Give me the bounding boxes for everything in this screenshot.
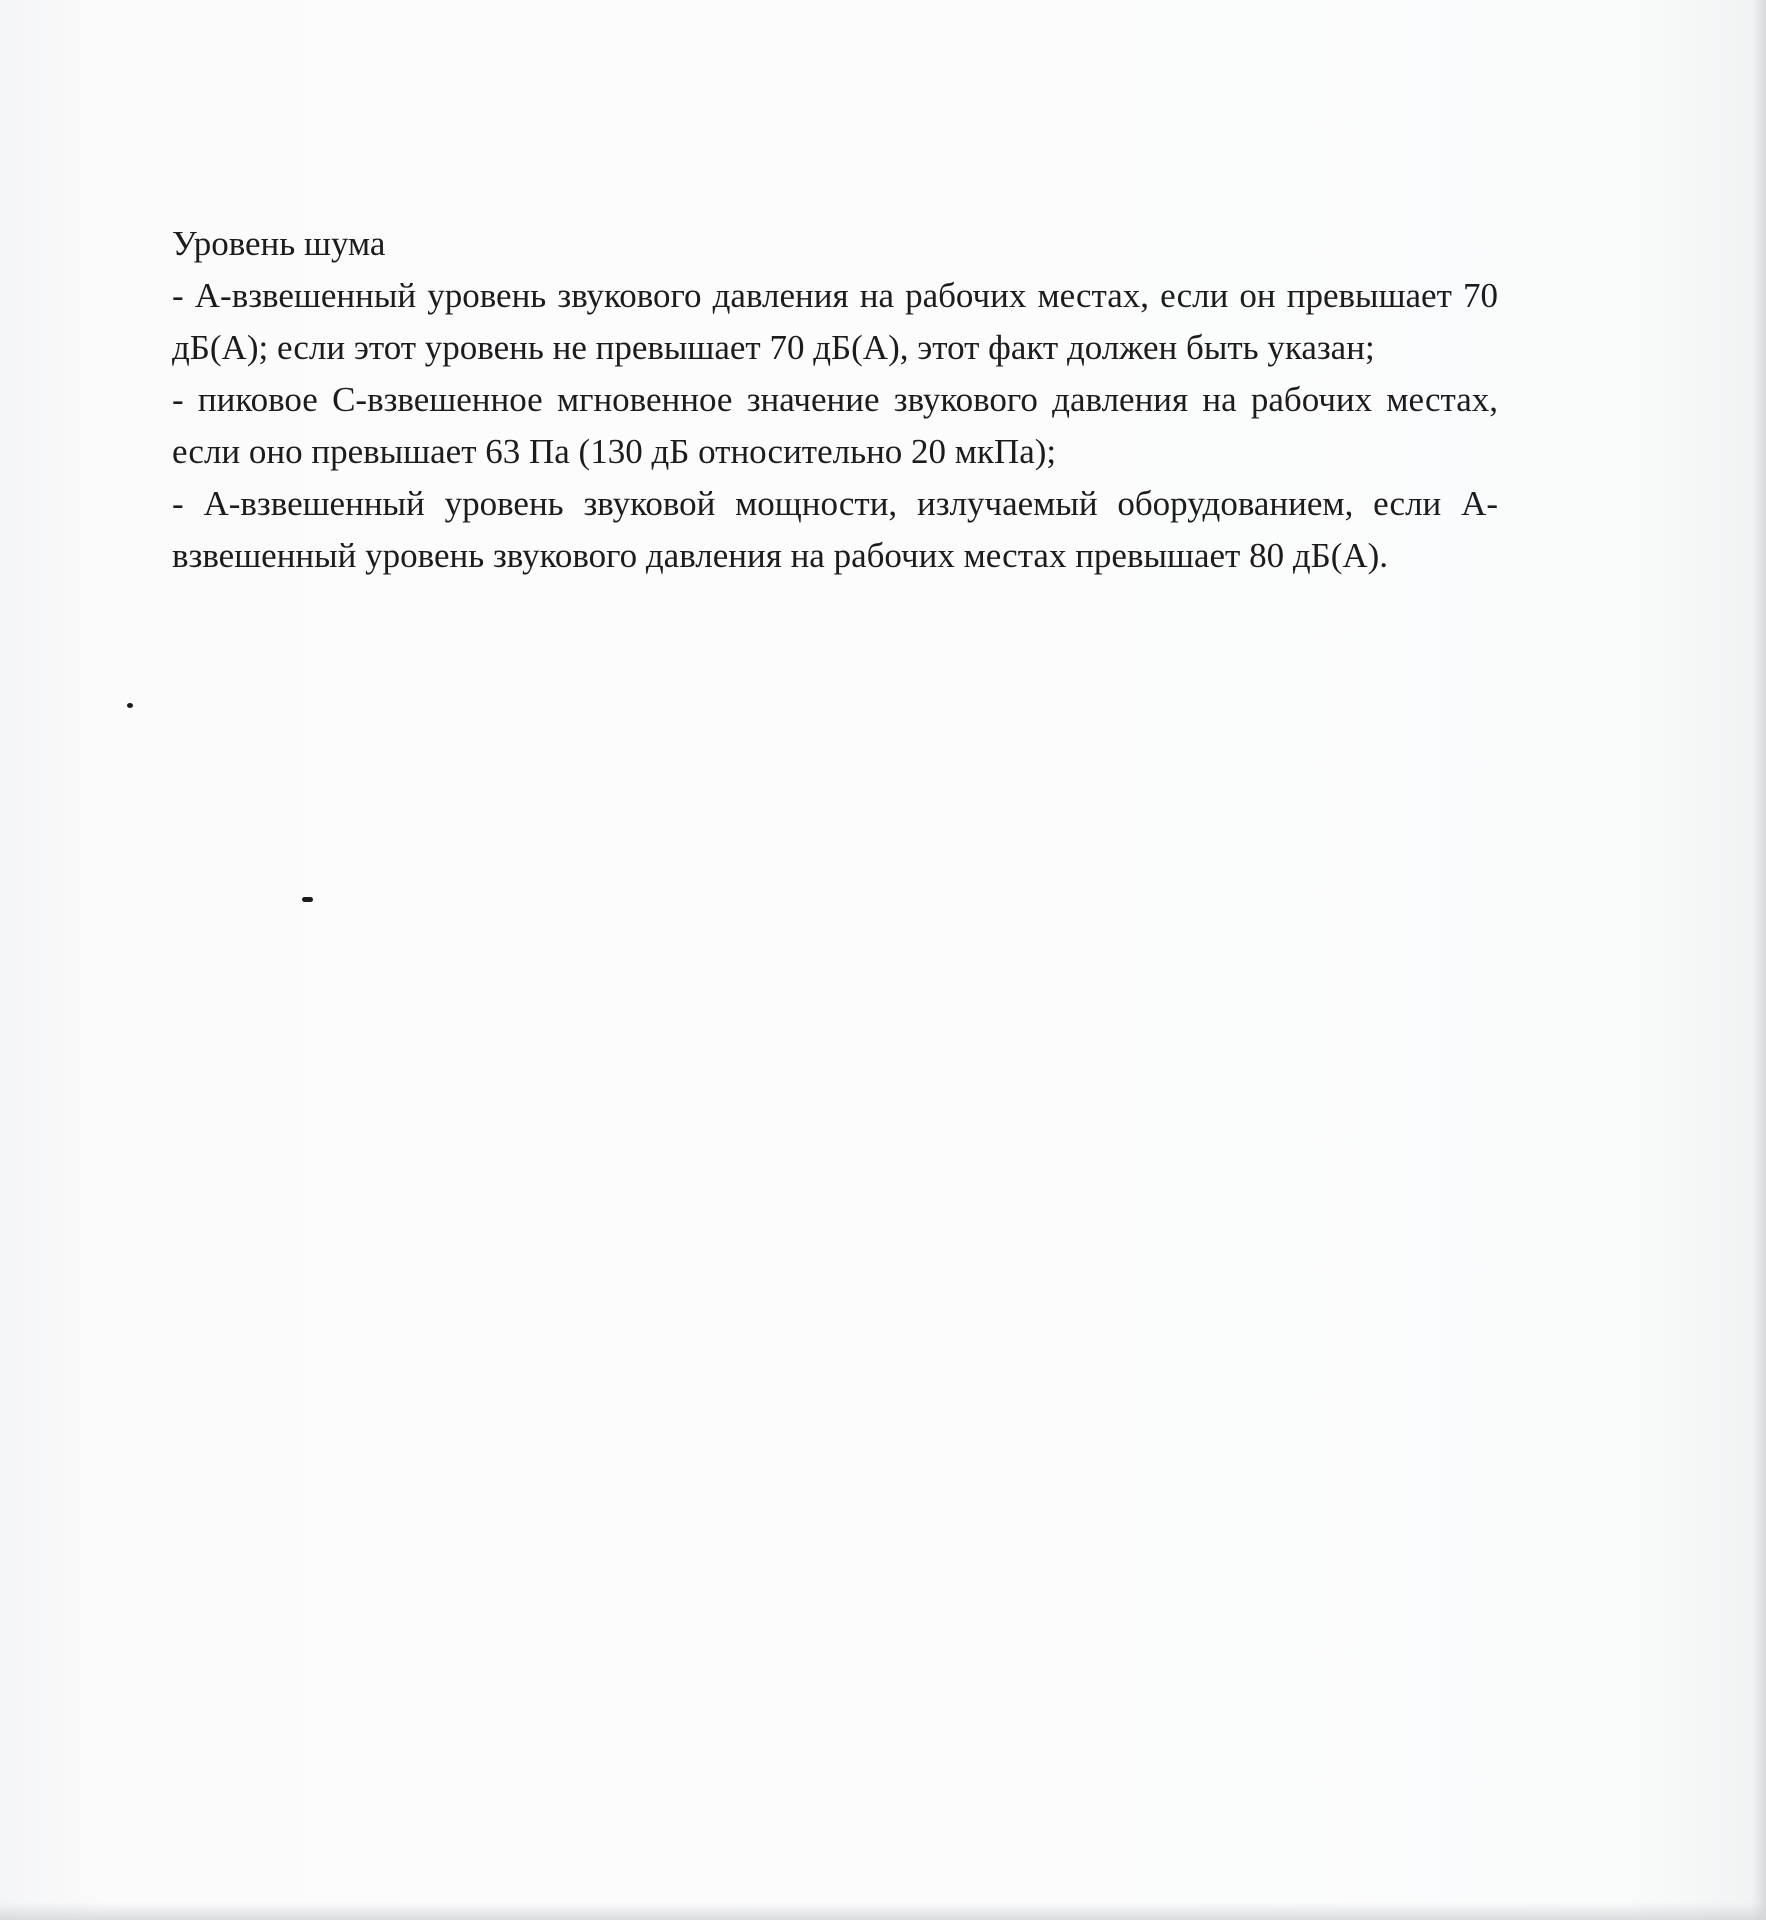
ink-speck bbox=[302, 897, 313, 902]
page-edge-shadow bbox=[1752, 0, 1766, 1920]
ink-speck bbox=[127, 703, 133, 708]
section-heading: Уровень шума bbox=[172, 224, 386, 263]
list-item: - А-взвешенный уровень звуковой мощности, излучаемый оборудованием, если А-взвешенный уровень звукового давления на рабочих местах превышает 80 дБ(А). bbox=[172, 484, 1498, 575]
page-edge-shadow bbox=[0, 1902, 1766, 1920]
document-text bbox=[172, 218, 1498, 582]
list-item: - А-взвешенный уровень звукового давления на рабочих местах, если он превышает 70 дБ(А); если этот уровень не превышает 70 дБ(А), этот факт должен быть указан; bbox=[172, 276, 1498, 367]
list-item: - пиковое С-взвешенное мгновенное значение звукового давления на рабочих местах, если оно превышает 63 Па (130 дБ относительно 20 мкПа); bbox=[172, 380, 1498, 471]
